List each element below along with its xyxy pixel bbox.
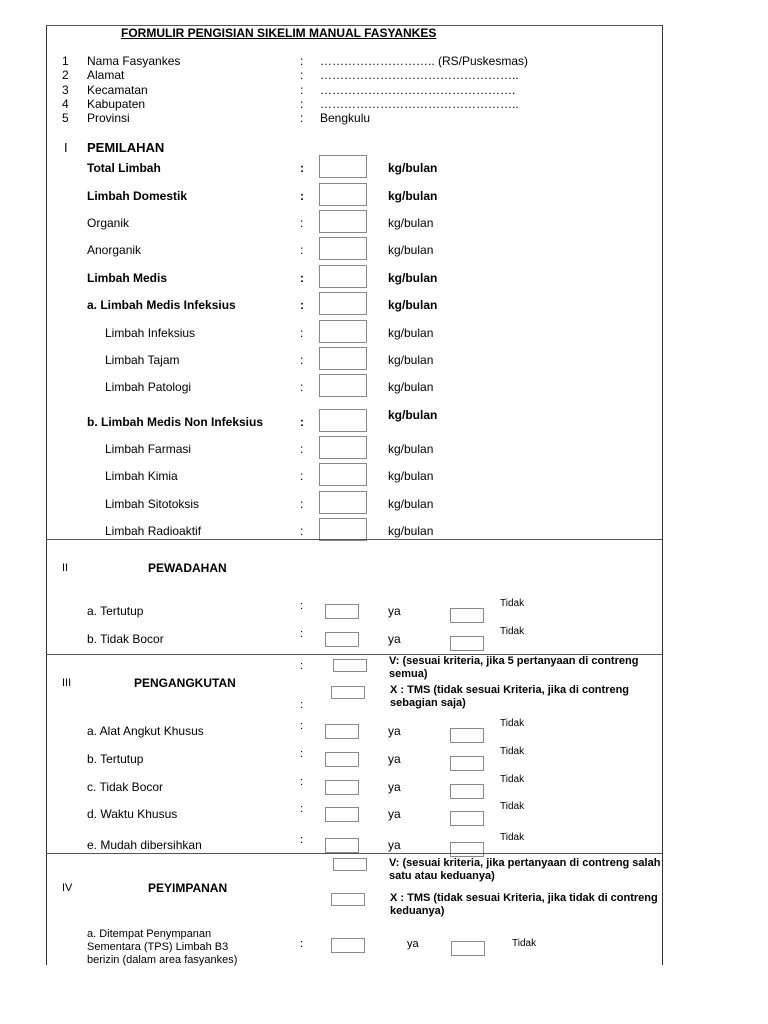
unit-label: kg/bulan — [388, 524, 434, 538]
tidak-label: Tidak — [500, 774, 525, 785]
unit-label: kg/bulan — [388, 298, 438, 312]
amount-input-box[interactable] — [319, 374, 367, 397]
waste-row-label: Anorganik — [87, 243, 142, 257]
row-colon: : — [300, 326, 304, 340]
identity-label: Provinsi — [87, 111, 130, 125]
identity-colon: : — [300, 54, 304, 68]
ya-label: ya — [407, 938, 419, 950]
question-label: a. Alat Angkut Khusus — [87, 724, 204, 738]
identity-value: Bengkulu — [320, 111, 371, 125]
waste-row-label: Limbah Infeksius — [105, 326, 196, 340]
question-label: a. Tertutup — [87, 604, 144, 618]
identity-number: 1 — [62, 54, 69, 68]
storage-question-label: a. Ditempat Penympanan Sementara (TPS) Limbah B3 berizin (dalam area fasyankes) — [87, 928, 238, 966]
row-colon: : — [300, 834, 304, 846]
row-colon: : — [300, 442, 304, 456]
identity-colon: : — [300, 111, 304, 125]
waste-row-label: Limbah Farmasi — [105, 442, 192, 456]
identity-number: 5 — [62, 111, 69, 125]
ya-checkbox[interactable] — [325, 724, 359, 739]
form-title: FORMULIR PENGISIAN SIKELIM MANUAL FASYANKES — [121, 26, 437, 40]
ya-label: ya — [388, 838, 401, 852]
waste-row-label: Limbah Kimia — [105, 469, 178, 483]
tidak-label: Tidak — [500, 746, 525, 757]
question-label: e. Mudah dibersihkan — [87, 838, 202, 852]
waste-row-label: Limbah Tajam — [105, 353, 180, 367]
identity-colon: : — [300, 68, 304, 82]
identity-number: 2 — [62, 68, 69, 82]
unit-label: kg/bulan — [388, 189, 438, 203]
ya-checkbox[interactable] — [331, 938, 365, 953]
ya-label: ya — [388, 604, 401, 618]
question-label: b. Tidak Bocor — [87, 632, 164, 646]
legend-v-text: V: (sesuai kriteria, jika pertanyaan di contreng salah satu atau keduanya) — [389, 857, 661, 882]
amount-input-box[interactable] — [319, 183, 367, 206]
section-3-title: PENGANGKUTAN — [134, 676, 236, 690]
tidak-checkbox[interactable] — [450, 608, 484, 623]
identity-label: Nama Fasyankes — [87, 54, 181, 68]
row-colon: : — [300, 415, 304, 429]
amount-input-box[interactable] — [319, 518, 367, 541]
tidak-checkbox[interactable] — [450, 728, 484, 743]
amount-input-box[interactable] — [319, 463, 367, 486]
amount-input-box[interactable] — [319, 409, 367, 432]
row-colon: : — [300, 353, 304, 367]
form-right-border — [662, 25, 663, 965]
amount-input-box[interactable] — [319, 347, 367, 370]
legend-colon: : — [300, 699, 304, 711]
question-label: d. Waktu Khusus — [87, 807, 178, 821]
unit-label: kg/bulan — [388, 408, 438, 422]
waste-row-label: Total Limbah — [87, 161, 161, 175]
tidak-label: Tidak — [500, 598, 525, 609]
row-colon: : — [300, 469, 304, 483]
identity-number: 3 — [62, 83, 69, 97]
unit-label: kg/bulan — [388, 326, 434, 340]
tidak-label: Tidak — [500, 718, 525, 729]
waste-row-label: Limbah Sitotoksis — [105, 497, 200, 511]
waste-row-label: Limbah Patologi — [105, 380, 192, 394]
ya-checkbox[interactable] — [325, 604, 359, 619]
legend-colon: : — [300, 660, 304, 672]
legend-x-checkbox[interactable] — [331, 686, 365, 699]
row-colon: : — [300, 497, 304, 511]
waste-row-label: Limbah Radioaktif — [105, 524, 202, 538]
section-divider — [46, 539, 662, 540]
amount-input-box[interactable] — [319, 155, 367, 178]
ya-label: ya — [388, 632, 401, 646]
waste-row-label: Limbah Medis — [87, 271, 168, 285]
identity-label: Kabupaten — [87, 97, 146, 111]
tidak-checkbox[interactable] — [450, 811, 484, 826]
waste-row-label: Organik — [87, 216, 130, 230]
ya-checkbox[interactable] — [325, 632, 359, 647]
tidak-checkbox[interactable] — [450, 636, 484, 651]
row-colon: : — [300, 600, 304, 612]
amount-input-box[interactable] — [319, 237, 367, 260]
ya-checkbox[interactable] — [325, 807, 359, 822]
form-left-border — [46, 25, 47, 965]
unit-label: kg/bulan — [388, 497, 434, 511]
amount-input-box[interactable] — [319, 292, 367, 315]
ya-label: ya — [388, 752, 401, 766]
row-colon: : — [300, 748, 304, 760]
unit-label: kg/bulan — [388, 442, 434, 456]
row-colon: : — [300, 271, 304, 285]
identity-number: 4 — [62, 97, 69, 111]
unit-label: kg/bulan — [388, 380, 434, 394]
legend-x-checkbox[interactable] — [331, 893, 365, 906]
legend-v-text: V: (sesuai kriteria, jika 5 pertanyaan di contreng semua) — [389, 655, 639, 680]
amount-input-box[interactable] — [319, 491, 367, 514]
unit-label: kg/bulan — [388, 216, 434, 230]
row-colon: : — [300, 298, 304, 312]
tidak-checkbox[interactable] — [450, 756, 484, 771]
tidak-checkbox[interactable] — [450, 842, 484, 857]
legend-x-text: X : TMS (tidak sesuai Kriteria, jika di contreng sebagian saja) — [390, 684, 630, 709]
tidak-label: Tidak — [500, 832, 525, 843]
waste-row-label: Limbah Domestik — [87, 189, 188, 203]
identity-label: Kecamatan — [87, 83, 148, 97]
section-3-number: III — [62, 677, 72, 689]
row-colon: : — [300, 938, 304, 950]
ya-label: ya — [388, 780, 401, 794]
amount-input-box[interactable] — [319, 265, 367, 288]
unit-label: kg/bulan — [388, 469, 434, 483]
row-colon: : — [300, 189, 304, 203]
tidak-label: Tidak — [500, 626, 525, 637]
ya-checkbox[interactable] — [325, 838, 359, 853]
row-colon: : — [300, 216, 304, 230]
section-4-title: PEYIMPANAN — [148, 881, 228, 895]
section-4-number: IV — [62, 882, 73, 894]
row-colon: : — [300, 524, 304, 538]
row-colon: : — [300, 803, 304, 815]
ya-checkbox[interactable] — [325, 752, 359, 767]
amount-input-box[interactable] — [319, 320, 367, 343]
row-colon: : — [300, 380, 304, 394]
identity-colon: : — [300, 97, 304, 111]
question-label: c. Tidak Bocor — [87, 780, 164, 794]
identity-colon: : — [300, 83, 304, 97]
identity-label: Alamat — [87, 68, 125, 82]
tidak-checkbox[interactable] — [451, 941, 485, 956]
unit-label: kg/bulan — [388, 353, 434, 367]
tidak-label: Tidak — [500, 801, 525, 812]
unit-label: kg/bulan — [388, 271, 438, 285]
section-1-number: I — [64, 140, 68, 155]
identity-value: ………………………………………….. — [320, 97, 519, 111]
legend-v-checkbox[interactable] — [333, 659, 367, 672]
waste-row-label: a. Limbah Medis Infeksius — [87, 298, 236, 312]
ya-label: ya — [388, 807, 401, 821]
row-colon: : — [300, 720, 304, 732]
section-2-title: PEWADAHAN — [148, 561, 227, 575]
identity-value: ……………………….. (RS/Puskesmas) — [320, 54, 529, 68]
row-colon: : — [300, 776, 304, 788]
amount-input-box[interactable] — [319, 436, 367, 459]
tidak-label: Tidak — [512, 938, 537, 949]
legend-v-checkbox[interactable] — [333, 858, 367, 871]
unit-label: kg/bulan — [388, 243, 434, 257]
tidak-checkbox[interactable] — [450, 784, 484, 799]
row-colon: : — [300, 243, 304, 257]
ya-label: ya — [388, 724, 401, 738]
identity-value: …………………………………………. — [320, 83, 516, 97]
row-colon: : — [300, 161, 304, 175]
identity-value: ………………………………………….. — [320, 68, 519, 82]
row-colon: : — [300, 628, 304, 640]
ya-checkbox[interactable] — [325, 780, 359, 795]
section-1-title: PEMILAHAN — [87, 140, 165, 155]
legend-x-text: X : TMS (tidak sesuai Kriteria, jika tidak di contreng keduanya) — [390, 892, 658, 917]
unit-label: kg/bulan — [388, 161, 438, 175]
question-label: b. Tertutup — [87, 752, 144, 766]
section-2-number: II — [62, 562, 69, 574]
section-divider — [46, 853, 662, 854]
waste-row-label: b. Limbah Medis Non Infeksius — [87, 415, 264, 429]
amount-input-box[interactable] — [319, 210, 367, 233]
